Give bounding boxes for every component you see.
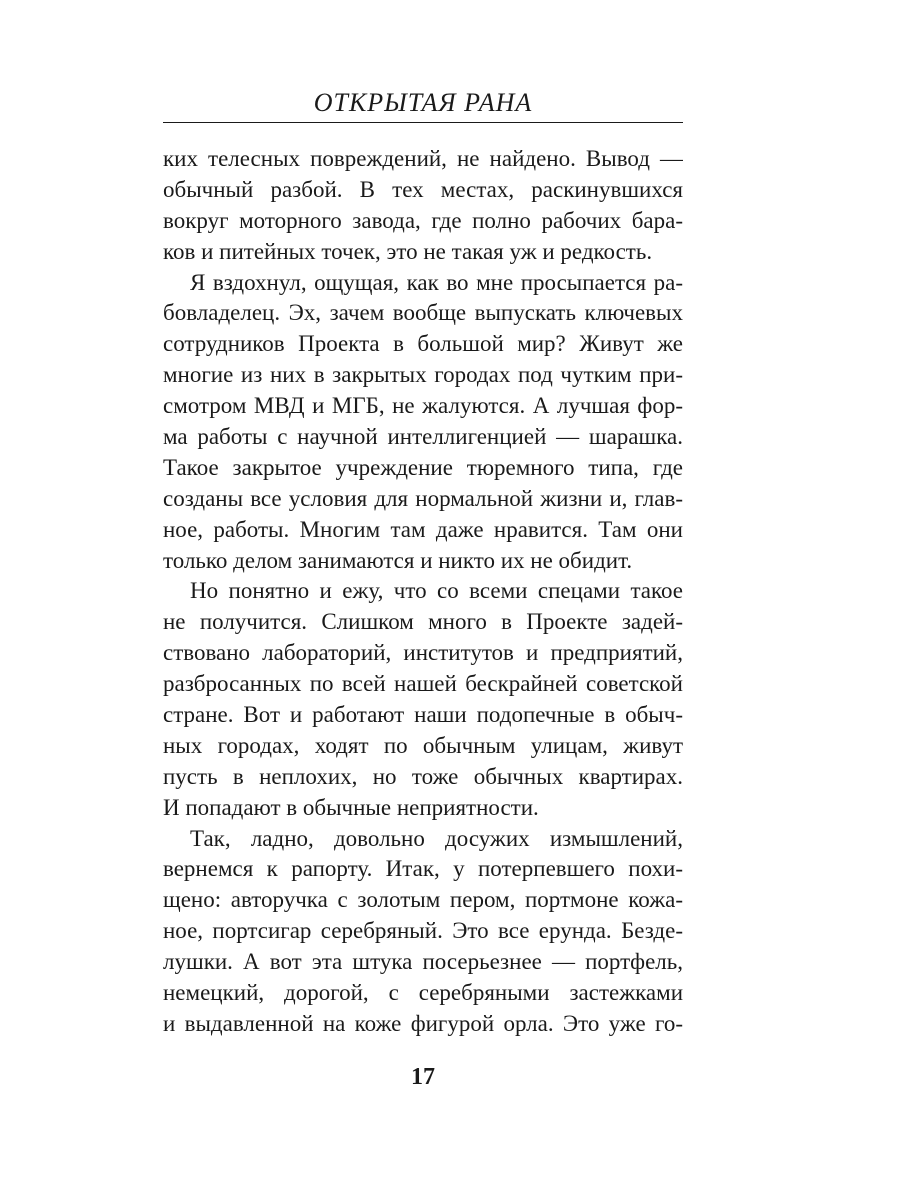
text-line: разбросанных по всей нашей бескрайней советской — [163, 671, 683, 697]
running-head: ОТКРЫТАЯ РАНА — [313, 88, 533, 117]
text-line: щено: авторучка с золотым пером, портмоне кожа- — [163, 887, 683, 913]
header-rule — [163, 122, 683, 123]
text-line: смотром МВД и МГБ, не жалуются. А лучшая фор- — [163, 393, 683, 419]
text-line: Но понятно и ежу, что со всеми спецами такое — [190, 578, 683, 604]
text-line: сотрудников Проекта в большой мир? Живут же — [163, 331, 683, 357]
paragraph — [163, 144, 683, 268]
paragraph — [163, 576, 683, 823]
text-line: лушки. А вот эта штука посерьезнее — портфель, — [163, 949, 683, 975]
text-line: ных городах, ходят по обычным улицам, живут — [163, 732, 683, 758]
text-line: бовладелец. Эх, зачем вообще выпускать ключевых — [163, 300, 683, 326]
text-line: пусть в неплохих, но тоже обычных квартирах. — [163, 763, 683, 789]
text-line: многие из них в закрытых городах под чутким при- — [163, 362, 683, 388]
text-line: вокруг моторного завода, где полно рабочих бара- — [163, 207, 683, 233]
text-line: ких телесных повреждений, не найдено. Вывод — — [163, 146, 683, 171]
text-line: ствовано лабораторий, институтов и предприятий, — [163, 640, 683, 666]
paragraph — [163, 268, 683, 577]
body-text — [163, 144, 683, 1040]
text-line: и выдавленной на коже фигурой орла. Это уже го- — [163, 1010, 683, 1036]
text-line: только делом занимаются и никто их не обидит. — [163, 547, 633, 573]
text-line: ное, портсигар серебряный. Это все ерунда. Безде- — [163, 918, 683, 944]
text-line: немецкий, дорогой, с серебряными застежками — [163, 980, 683, 1006]
text-line: не получится. Слишком много в Проекте задей- — [163, 609, 683, 635]
text-line: обычный разбой. В тех местах, раскинувшихся — [163, 176, 683, 202]
text-line: созданы все условия для нормальной жизни и, глав- — [163, 485, 683, 511]
text-line: ков и питейных точек, это не такая уж и редкость. — [163, 238, 653, 264]
text-line: Так, ладно, довольно досужих измышлений, — [190, 825, 683, 851]
text-line: вернемся к рапорту. Итак, у потерпевшего похи- — [163, 856, 683, 882]
page-number: 17 — [411, 1064, 435, 1090]
text-line: Я вздохнул, ощущая, как во мне просыпается ра- — [190, 269, 683, 295]
paragraph — [163, 824, 683, 1040]
text-line: Такое закрытое учреждение тюремного типа, где — [163, 454, 683, 480]
text-line: ма работы с научной интеллигенцией — шарашка. — [163, 424, 683, 450]
text-line: И попадают в обычные неприятности. — [163, 794, 539, 820]
text-line: ное, работы. Многим там даже нравится. Там они — [163, 516, 683, 542]
text-line: стране. Вот и работают наши подопечные в обыч- — [163, 702, 683, 728]
